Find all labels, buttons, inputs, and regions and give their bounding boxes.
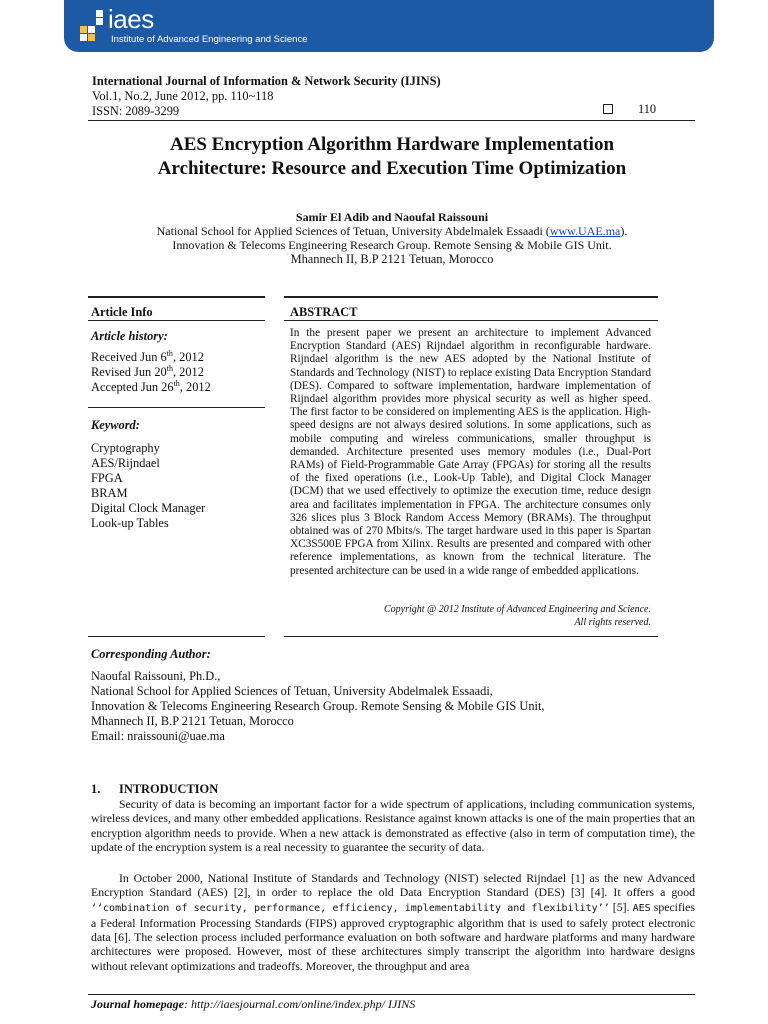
copyright-line-1: Copyright @ 2012 Institute of Advanced Engineering and Science. (383, 604, 651, 615)
keyword-rule (88, 407, 265, 408)
quoted-criteria: ‘‘combination of security, performance, efficiency, implementability and flexibility’’ (91, 902, 610, 914)
keyword-item: Look-up Tables (91, 516, 169, 530)
abstract-top-rule (284, 296, 658, 298)
corresponding-author-line: Naoufal Raissouni, Ph.D., (91, 669, 221, 683)
article-info-top-rule (88, 296, 265, 298)
abstract-bottom-rule (284, 636, 658, 637)
paper-title: AES Encryption Algorithm Hardware Implementation Architecture: Resource and Execution Time Optimization (157, 134, 627, 179)
abstract-heading: ABSTRACT (290, 305, 358, 319)
section-heading-introduction: 1. INTRODUCTION (91, 782, 219, 796)
journal-issn: ISSN: 2089-3299 (92, 104, 180, 118)
article-info-heading: Article Info (91, 305, 153, 319)
header-rule (88, 120, 695, 121)
author-names: Samir El Adib and Naoufal Raissouni (295, 210, 489, 224)
article-info-sub-rule (88, 320, 265, 321)
journal-homepage: Journal homepage: http://iaesjournal.com/online/index.php/ IJINS (91, 997, 416, 1011)
logo-wordmark: iaes (108, 4, 154, 34)
keyword-heading: Keyword: (91, 418, 140, 432)
iaes-logo-icon (78, 10, 108, 42)
corresponding-author-line: Innovation & Telecoms Engineering Research Group. Remote Sensing & Mobile GIS Unit, (91, 699, 545, 713)
keyword-item: Cryptography (91, 441, 160, 455)
page-box-icon (603, 104, 613, 114)
journal-name: International Journal of Information & Network Security (IJINS) (92, 74, 441, 88)
keyword-item: Digital Clock Manager (91, 501, 206, 515)
affiliation-link[interactable]: www.UAE.ma (549, 224, 621, 238)
article-info-bottom-rule (88, 636, 265, 637)
keyword-item: FPGA (91, 471, 123, 485)
corresponding-author-heading: Corresponding Author: (91, 647, 211, 661)
footer-rule (88, 994, 695, 995)
accepted-date: Accepted Jun 26th, 2012 (91, 378, 211, 394)
author-affiliation-3: Mhannech II, B.P 2121 Tetuan, Morocco (290, 252, 494, 266)
abstract-text: In the present paper we present an architecture to implement Advanced Encryption Standard (AES) Rijndael algorithm in reconfigurable hardware. Rijndael algorithm is the new AES adopted by the National Institute of Standards and Technology (NIST) to replace existing Data Encryption Standard (DES). Compared to software implementation, hardware implementation of Rijndael algorithm provides more physical security as well as higher speed. The first factor to be considered on implementing AES is the application. High-speed designs are not always desired solutions. In some applications, such as mobile computing and wireless communications, smaller throughput is demanded. Architecture presented uses memory modules (i.e., Dual-Port RAMs) of Field-Programmable Gate Array (FPGAs) for storing all the results of the fixed operations (i.e., Look-Up Table), and Digital Clock Manager (DCM) that we used effectively to optimize the execution time, reduce design area and facilitates implementation in FPGA. The architecture consumes only 326 slices plus 3 Block Random Access Memory (BRAMs). The throughput obtained was of 270 Mbits/s. The target hardware used in this paper is Spartan XC3S500E FPGA from Xilinx. Results are presented and compared with other reference implementations, as known from the technical literature. The presented architecture can be used in a wide range of embedded applications. (290, 327, 651, 577)
article-history-heading: Article history: (91, 329, 168, 343)
author-affiliation-1: National School for Applied Sciences of Tetuan, University Abdelmalek Essaadi (www.UAE.ma). (156, 224, 628, 238)
revised-date: Revised Jun 20th, 2012 (91, 363, 204, 379)
author-affiliation-2: Innovation & Telecoms Engineering Research Group. Remote Sensing & Mobile GIS Unit. (172, 238, 612, 252)
intro-paragraph-1: Security of data is becoming an important factor for a wide spectrum of applications, including communication systems, wireless devices, and many other embedded applications. Resistance against known attacks is one of the main properties that an encryption algorithm needs to provide. When a new attack is demonstrated as effective (also in term of computation time), the update of the encryption system is a real necessity to guarantee the security of data. (91, 797, 695, 854)
keyword-item: BRAM (91, 486, 128, 500)
copyright-line-2: All rights reserved. (574, 617, 651, 628)
logo-subtitle: Institute of Advanced Engineering and Science (111, 34, 308, 45)
corresponding-author-line: Mhannech II, B.P 2121 Tetuan, Morocco (91, 714, 294, 728)
corresponding-author-email: Email: nraissouni@uae.ma (91, 729, 225, 743)
corresponding-author-line: National School for Applied Sciences of Tetuan, University Abdelmalek Essaadi, (91, 684, 493, 698)
publisher-banner (64, 0, 714, 52)
journal-homepage-url[interactable]: : http://iaesjournal.com/online/index.php/ IJINS (184, 997, 416, 1011)
journal-volume: Vol.1, No.2, June 2012, pp. 110~118 (92, 89, 274, 103)
received-date: Received Jun 6th, 2012 (91, 348, 204, 364)
intro-paragraph-2: In October 2000, National Institute of Standards and Technology (NIST) selected Rijndael [1] as the new Advanced Encryption Standard (AES) [2], in order to replace the old Data Encryption Standard (DES) [3] [4]. It offers a good ‘‘combination of security, performance, efficiency, implementability and flexibility’’ [5]. AES specifies a Federal Information Processing Standards (FIPS) approved cryptographic algorithm that is used to safely protect electronic data [6]. The selection process included performance evaluation on both software and hardware platforms and many hardware architectures were proposed. However, most of these architectures simply transcript the algorithm into hardware designs without relevant optimizations and tradeoffs. Moreover, the throughput and area (91, 871, 695, 973)
abstract-sub-rule (284, 320, 658, 321)
page-number: 110 (638, 102, 657, 116)
keyword-item: AES/Rijndael (91, 456, 160, 470)
